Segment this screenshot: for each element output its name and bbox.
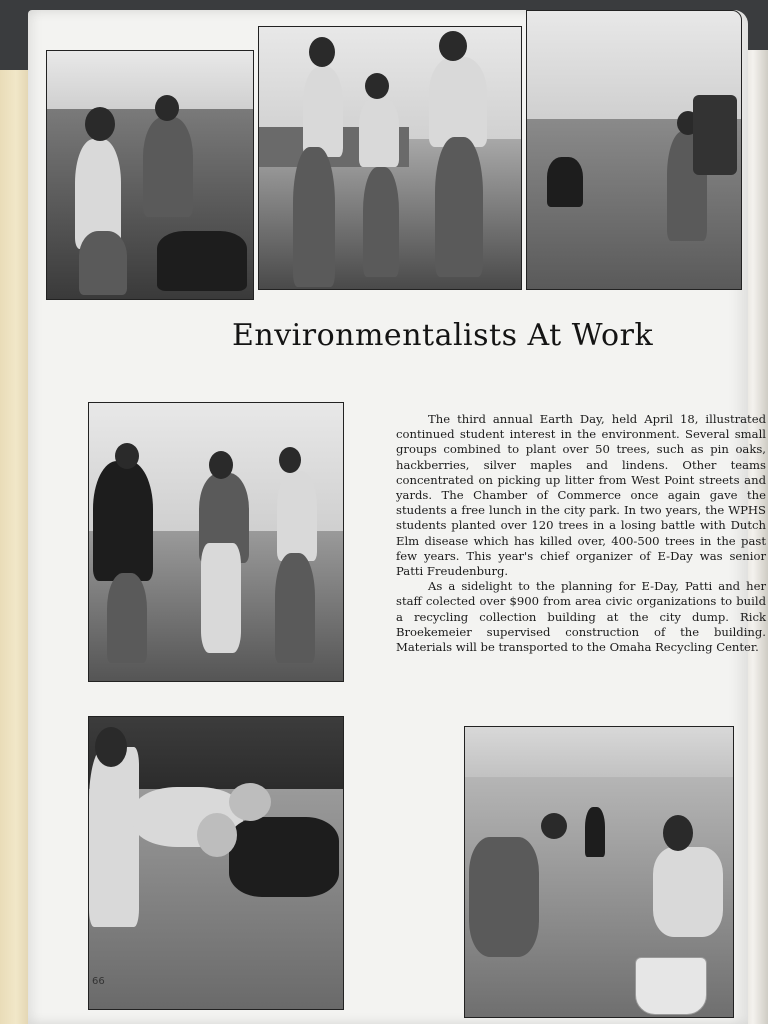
article-body — [396, 412, 766, 655]
photo-three-students-shovels — [258, 26, 522, 290]
page-number: 66 — [92, 976, 105, 987]
photo-planting-sapling — [464, 726, 734, 1018]
photo-students-litter-bag — [88, 402, 344, 682]
photo-students-kneeling-grass — [88, 716, 344, 1010]
photo-students-digging — [46, 50, 254, 300]
photo-planting-near-truck — [526, 10, 742, 290]
article-paragraph-1: The third annual Earth Day, held April 18, illustrated continued student interest in the environment. Several small groups combined to plant over 50 trees, such as pin oaks, hackberries, silver maples and lindens. Other teams concentrated on picking up litter from West Point streets and yards. The Chamber of Commerce once again gave the students a free lunch in the city park. In two years, the WPHS students planted over 120 trees in a losing battle with Dutch Elm disease which has killed over, 400-500 trees in the past few years. This year's chief organizer of E-Day was senior Patti Freudenburg. — [396, 412, 766, 579]
page-title: Environmentalists At Work — [232, 318, 654, 353]
yearbook-page — [28, 10, 766, 1024]
article-paragraph-2: As a sidelight to the planning for E-Day, Patti and her staff colected over $900 from area civic organizations to build a recycling collection building at the city dump. Rick Broekemeier supervised construction of the building. Materials will be transported to the Omaha Recycling Center. — [396, 579, 766, 655]
